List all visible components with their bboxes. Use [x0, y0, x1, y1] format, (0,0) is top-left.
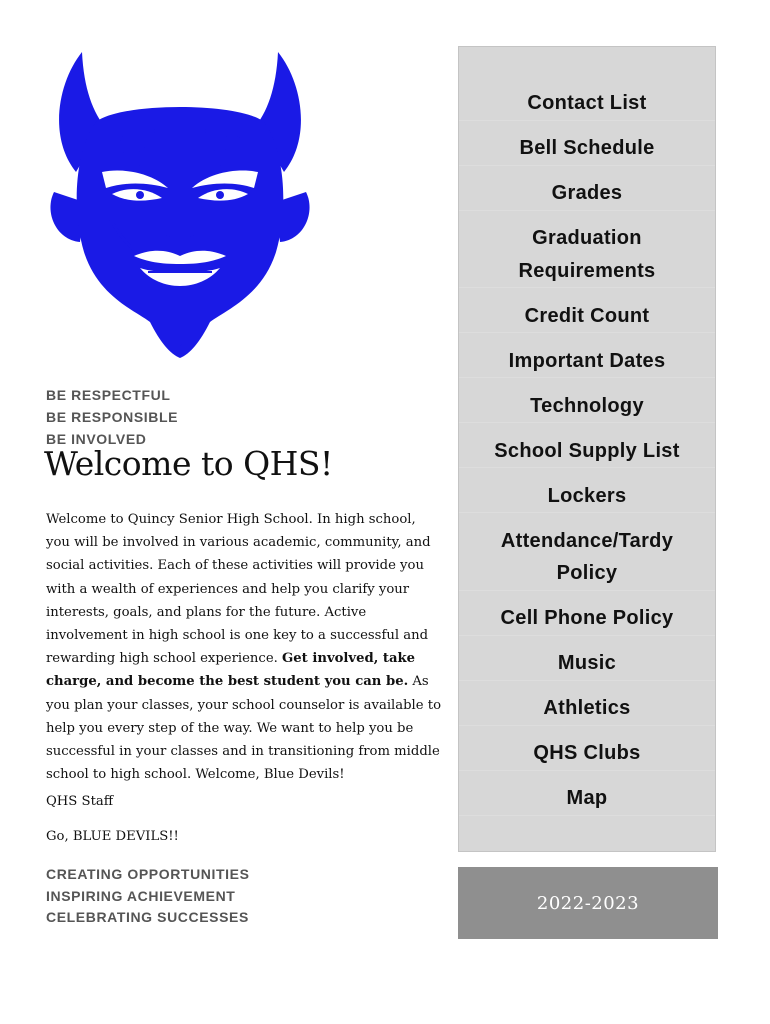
welcome-paragraph-end: As you plan your classes, your school counselor is available to help you every step of the way. We want to help you be successful in your classes and in transitioning from middle school to high school. Welcome, Blue Devils! — [46, 674, 442, 783]
nav-link-athletics[interactable]: Athletics — [459, 692, 715, 726]
nav-list — [459, 87, 715, 827]
nav-link-credit-count[interactable]: Credit Count — [459, 300, 715, 334]
motto-line-2: INSPIRING ACHIEVEMENT — [46, 887, 236, 904]
value-responsible: BE RESPONSIBLE — [46, 409, 179, 425]
signature: QHS Staff — [46, 794, 114, 809]
motto-line-3: CELEBRATING SUCCESSES — [46, 909, 249, 925]
nav-link-technology[interactable]: Technology — [459, 390, 715, 424]
nav-link-qhs-clubs[interactable]: QHS Clubs — [459, 737, 715, 771]
value-respectful: BE RESPECTFUL — [46, 387, 171, 403]
nav-panel — [458, 46, 716, 852]
school-year-box — [458, 867, 718, 939]
school-values — [46, 384, 178, 450]
nav-link-lockers[interactable]: Lockers — [459, 480, 715, 514]
welcome-title: Welcome to QHS! — [44, 444, 333, 483]
welcome-paragraph-bold: Get involved, take charge, and become the best student you can be. — [46, 651, 416, 690]
nav-link-graduation-requirements[interactable]: Graduation Requirements — [459, 222, 715, 288]
nav-link-attendance-tardy-policy[interactable]: Attendance/Tardy Policy — [459, 525, 715, 591]
nav-link-contact-list[interactable]: Contact List — [459, 87, 715, 121]
nav-link-bell-schedule[interactable]: Bell Schedule — [459, 132, 715, 166]
school-year: 2022-2023 — [536, 892, 640, 914]
nav-link-grades[interactable]: Grades — [459, 177, 715, 211]
nav-link-map[interactable]: Map — [459, 782, 715, 816]
welcome-paragraph — [46, 508, 442, 786]
blue-devil-mascot-icon — [40, 42, 320, 362]
welcome-paragraph-start: Welcome to Quincy Senior High School. In high school, you will be involved in various academic, community, and social activities. Each of these activities will provide you with a wealth of experiences and help you clarify your interests, goals, and plans for the future. Active involvement in high school is one key to a successful and rewarding high school experience. — [46, 512, 431, 667]
cheer: Go, BLUE DEVILS!! — [46, 829, 179, 844]
nav-link-cell-phone-policy[interactable]: Cell Phone Policy — [459, 602, 715, 636]
nav-link-school-supply-list[interactable]: School Supply List — [459, 435, 715, 469]
nav-link-important-dates[interactable]: Important Dates — [459, 345, 715, 379]
motto-line-1: CREATING OPPORTUNITIES — [46, 866, 250, 882]
school-motto — [46, 864, 250, 929]
value-involved: BE INVOLVED — [46, 431, 147, 447]
nav-link-music[interactable]: Music — [459, 647, 715, 681]
